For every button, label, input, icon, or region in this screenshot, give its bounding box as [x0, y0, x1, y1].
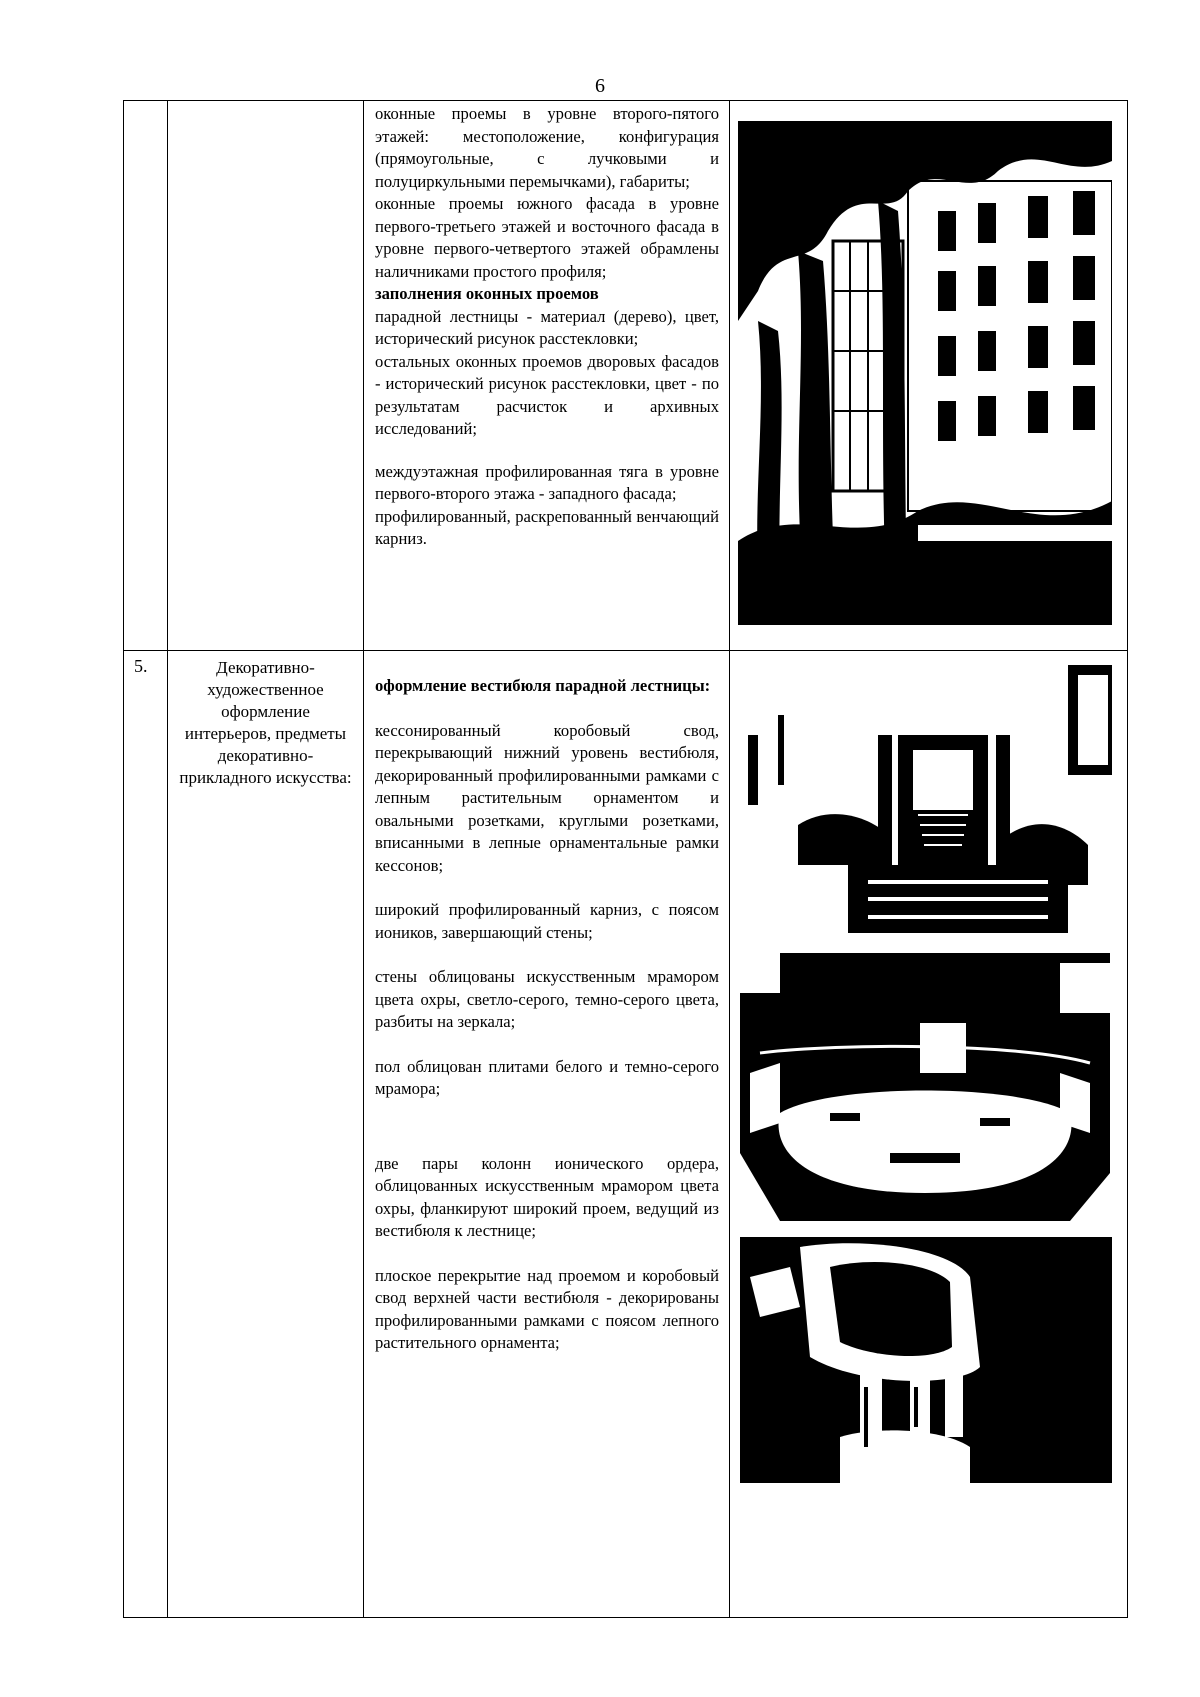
row-number-cell — [124, 101, 168, 651]
paragraph: широкий профилированный карниз, с поясом иоников, завершающий стены; — [375, 900, 719, 942]
description-cell — [364, 651, 730, 1618]
description-cell — [364, 101, 730, 651]
vaulted-ceiling-photo — [740, 953, 1110, 1221]
paragraph: кессонированный коробовый свод, перекрывающий нижний уровень вестибюля, декорированный профилированными рамками с лепным растительным орнаментом и овальными розетками, круглыми розетками, вписанными в лепные орнаментальные рамки кессонов; — [375, 720, 719, 875]
vestibule-photo — [748, 665, 1112, 933]
section-heading: оформление вестибюля парадной лестницы: — [375, 676, 711, 695]
paragraph: остальных оконных проемов дворовых фасадов - исторический рисунок расстекловки, цвет - по результатам расчисток и архивных исследований; — [375, 351, 719, 438]
facade-photo — [738, 121, 1112, 625]
page-number: 6 — [595, 75, 605, 97]
photo-cell — [730, 101, 1128, 651]
table-row — [124, 101, 1128, 651]
photo-cell — [730, 651, 1128, 1618]
paragraph: пол облицован плитами белого и темно-серого мрамора; — [375, 1056, 719, 1098]
paragraph: плоское перекрытие над проемом и коробовый свод верхней части вестибюля - декорированы профилированными рамками с поясом лепного растительного орнамента; — [375, 1265, 719, 1352]
paragraph: стены облицованы искусственным мрамором цвета охры, светло-серого, темно-серого цвета, разбиты на зеркала; — [375, 967, 719, 1031]
paragraph: оконные проемы в уровне второго-пятого этажей: местоположение, конфигурация (прямоугольные, с лучковыми и полуциркульными перемычками), габариты; — [375, 104, 719, 191]
subheading: заполнения оконных проемов — [375, 284, 599, 303]
table-row — [124, 651, 1128, 1618]
paragraph: междуэтажная профилированная тяга в уровне первого-второго этажа - западного фасада; — [375, 461, 719, 503]
monument-subject-table — [123, 100, 1128, 1618]
paragraph: парадной лестницы - материал (дерево), цвет, исторический рисунок расстекловки; — [375, 306, 719, 348]
row-number-cell: 5. — [124, 651, 168, 1618]
columns-photo — [740, 1237, 1112, 1483]
paragraph: оконные проемы южного фасада в уровне первого-третьего этажей и восточного фасада в уровне первого-четвертого этажей обрамлены наличниками простого профиля; — [375, 194, 719, 281]
category-cell — [168, 101, 364, 651]
category-cell: Декоративно-художественное оформление интерьеров, предметы декоративно-прикладного искусства: — [168, 651, 364, 1618]
paragraph: две пары колонн ионического ордера, облицованных искусственным мрамором цвета охры, фланкируют широкий проем, ведущий из вестибюля к лестнице; — [375, 1153, 719, 1240]
paragraph: профилированный, раскрепованный венчающий карниз. — [375, 506, 719, 548]
